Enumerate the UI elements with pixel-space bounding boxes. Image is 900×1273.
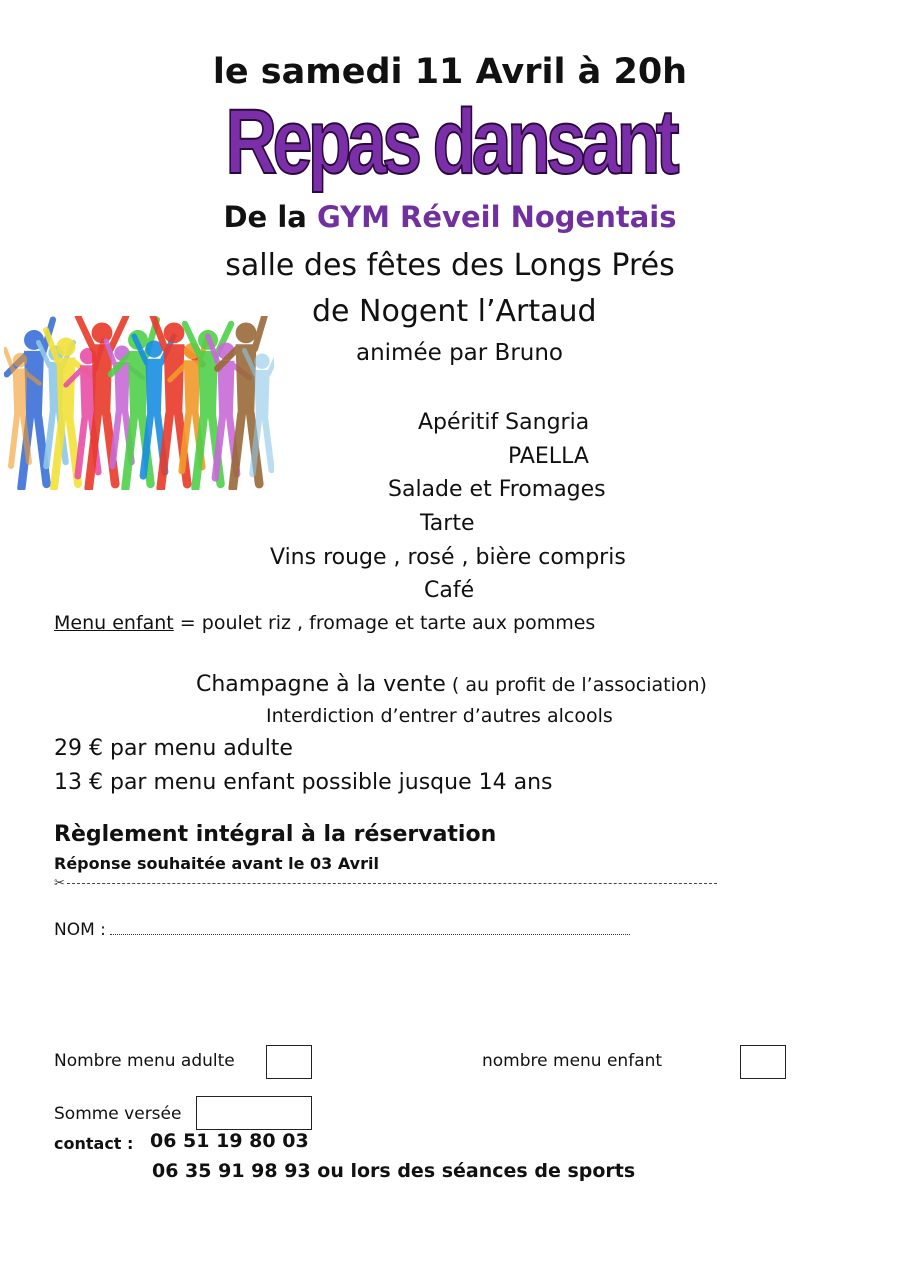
event-date: le samedi 11 Avril à 20h [212, 52, 688, 92]
phone-1: 06 51 19 80 03 [150, 1130, 309, 1152]
animator: animée par Bruno [356, 340, 563, 366]
dashed-divider [67, 883, 717, 884]
contact-label: contact : [54, 1134, 134, 1153]
champagne-note: ( au profit de l’association) [445, 674, 707, 696]
event-title [0, 91, 900, 193]
event-title-text: Repas dansant [225, 91, 675, 193]
champagne-info [196, 672, 707, 697]
amount-box[interactable] [196, 1096, 312, 1130]
price-adult: 29 € par menu adulte [54, 736, 293, 761]
reply-deadline: Réponse souhaitée avant le 03 Avril [54, 854, 379, 873]
venue-line-2: de Nogent l’Artaud [312, 294, 597, 329]
kids-menu [54, 612, 595, 634]
adult-count-box[interactable] [266, 1045, 312, 1079]
amount-label: Somme versée [54, 1104, 182, 1124]
phone-2: 06 35 91 98 93 ou lors des séances de sports [152, 1160, 636, 1182]
scissors-icon: ✂ [54, 876, 65, 891]
venue-line-1: salle des fêtes des Longs Prés [225, 248, 675, 283]
menu-item: Tarte [420, 511, 475, 536]
price-child: 13 € par menu enfant possible jusque 14 ans [54, 770, 553, 795]
menu-item: Vins rouge , rosé , bière compris [270, 545, 626, 570]
dancing-crowd-illustration [4, 316, 274, 490]
child-count-box[interactable] [740, 1045, 786, 1079]
payment-rule: Règlement intégral à la réservation [54, 822, 497, 847]
champagne-text: Champagne à la vente [196, 672, 446, 697]
organizer-prefix: De la [223, 200, 317, 234]
name-field[interactable] [54, 920, 630, 940]
cut-line [54, 876, 728, 891]
child-count-label: nombre menu enfant [482, 1051, 663, 1071]
menu-item: Café [424, 578, 475, 603]
menu-item: PAELLA [508, 444, 589, 469]
alcohol-rule: Interdiction d’entrer d’autres alcools [266, 705, 613, 727]
adult-count-label: Nombre menu adulte [54, 1051, 235, 1071]
name-dotted-line[interactable] [110, 922, 630, 935]
menu-item: Salade et Fromages [388, 477, 606, 502]
kids-menu-label: Menu enfant [54, 612, 174, 634]
menu-item: Apéritif Sangria [418, 410, 590, 435]
name-label: NOM : [54, 920, 106, 940]
kids-menu-text: = poulet riz , fromage et tarte aux pommes [173, 612, 596, 634]
organizer-name: GYM Réveil Nogentais [316, 200, 677, 234]
organizer [0, 200, 900, 234]
